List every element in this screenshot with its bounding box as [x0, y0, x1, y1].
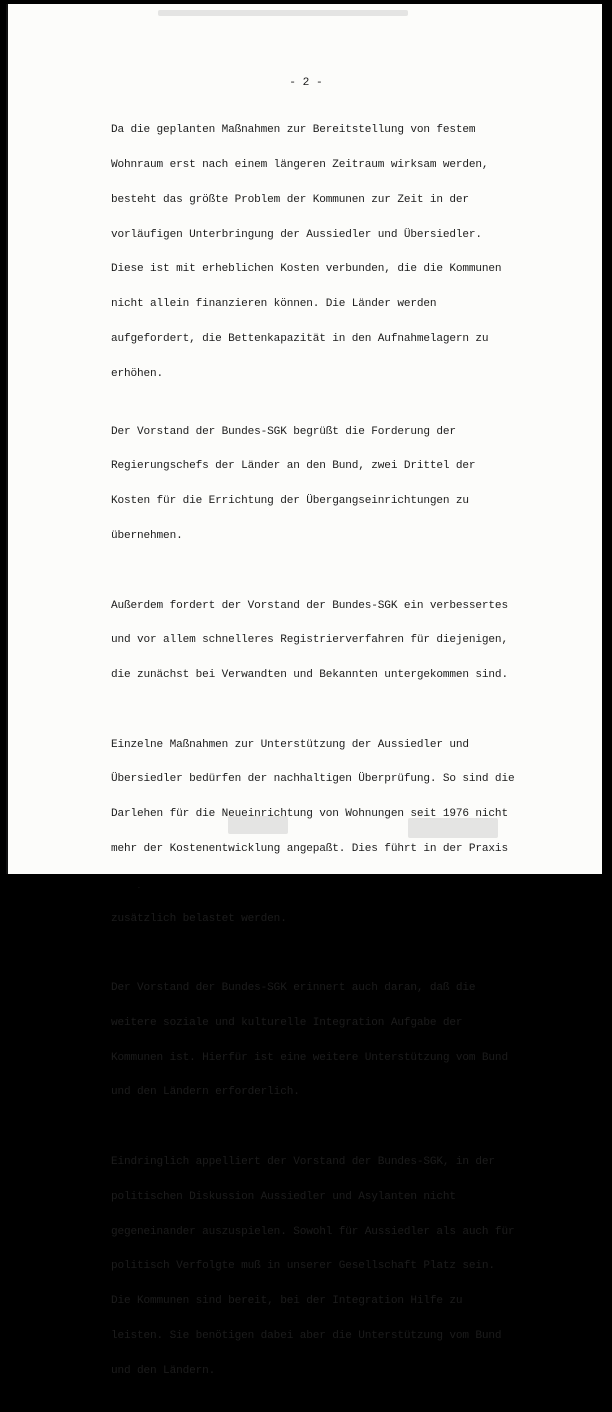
text-line: politisch Verfolgte muß in unserer Gesellschaft Platz sein.: [111, 1260, 495, 1273]
text-line: Der Vorstand der Bundes-SGK begrüßt die Forderung der: [111, 425, 456, 438]
text-line: besteht das größte Problem der Kommunen zur Zeit in der: [111, 193, 469, 206]
text-line: und den Ländern.: [111, 1364, 216, 1377]
text-line: Kommunen ist. Hierfür ist eine weitere Unterstützung vom Bund: [111, 1051, 508, 1064]
document-page: [6, 4, 606, 1377]
scan-smudge: [408, 818, 498, 838]
text-line: die zunächst bei Verwandten und Bekannten untergekommen sind.: [111, 669, 508, 682]
text-line: und vor allem schnelleres Registrierverfahren für diejenigen,: [111, 634, 508, 647]
page-number: - 2 -: [289, 77, 323, 89]
body-text: [111, 102, 571, 1412]
paragraph-3: [111, 577, 571, 705]
paragraph-5: [111, 960, 571, 1122]
text-line: Darlehen für die Neueinrichtung von Wohnungen seit 1976 nicht: [111, 808, 508, 821]
text-line: und den Ländern erforderlich.: [111, 1086, 300, 1099]
text-line: weitere soziale und kulturelle Integration Aufgabe der: [111, 1016, 463, 1029]
text-line: übernehmen.: [111, 529, 183, 542]
text-line: leisten. Sie benötigen dabei aber die Unterstützung vom Bund: [111, 1329, 502, 1342]
text-line: gegeneinander auszuspielen. Sowohl für Aussiedler als auch für: [111, 1225, 515, 1238]
text-line: Da die geplanten Maßnahmen zur Bereitstellung von festem: [111, 124, 476, 137]
text-line: Eindringlich appelliert der Vorstand der Bundes-SGK, in der: [111, 1156, 495, 1169]
scan-smudge: [158, 10, 408, 16]
text-line: mehr der Kostenentwicklung angepaßt. Dies führt in der Praxis: [111, 843, 508, 855]
paragraph-6: [111, 1134, 571, 1401]
paragraph-1: [111, 102, 571, 403]
text-line: aufgefordert, die Bettenkapazität in den Aufnahmelagern zu: [111, 332, 489, 345]
scan-border-bottom: [0, 874, 612, 887]
text-line: Diese ist mit erheblichen Kosten verbunden, die die Kommunen: [111, 263, 502, 276]
text-line: vorläufigen Unterbringung der Aussiedler und Übersiedler.: [111, 228, 482, 241]
paragraph-4: [111, 716, 571, 948]
text-line: zusätzlich belastet werden.: [111, 912, 287, 925]
text-line: Wohnraum erst nach einem längeren Zeitraum wirksam werden,: [111, 158, 489, 171]
text-line: Der Vorstand der Bundes-SGK erinnert auch daran, daß die: [111, 982, 476, 995]
text-line: politischen Diskussion Aussiedler und Asylanten nicht: [111, 1190, 456, 1203]
paragraph-2: [111, 403, 571, 565]
text-line: nicht allein finanzieren können. Die Länder werden: [111, 298, 437, 311]
text-line: Die Kommunen sind bereit, bei der Integration Hilfe zu: [111, 1295, 463, 1308]
text-line: erhöhen.: [111, 367, 164, 380]
text-line: Kosten für die Errichtung der Übergangseinrichtungen zu: [111, 495, 469, 508]
scan-smudge: [228, 816, 288, 834]
scan-border-right: [602, 0, 612, 887]
text-line: Übersiedler bedürfen der nachhaltigen Überprüfung. So sind die: [111, 773, 515, 786]
text-line: Regierungschefs der Länder an den Bund, zwei Drittel der: [111, 460, 476, 473]
text-line: Außerdem fordert der Vorstand der Bundes-SGK ein verbessertes: [111, 599, 508, 612]
text-line: Einzelne Maßnahmen zur Unterstützung der Aussiedler und: [111, 738, 469, 751]
